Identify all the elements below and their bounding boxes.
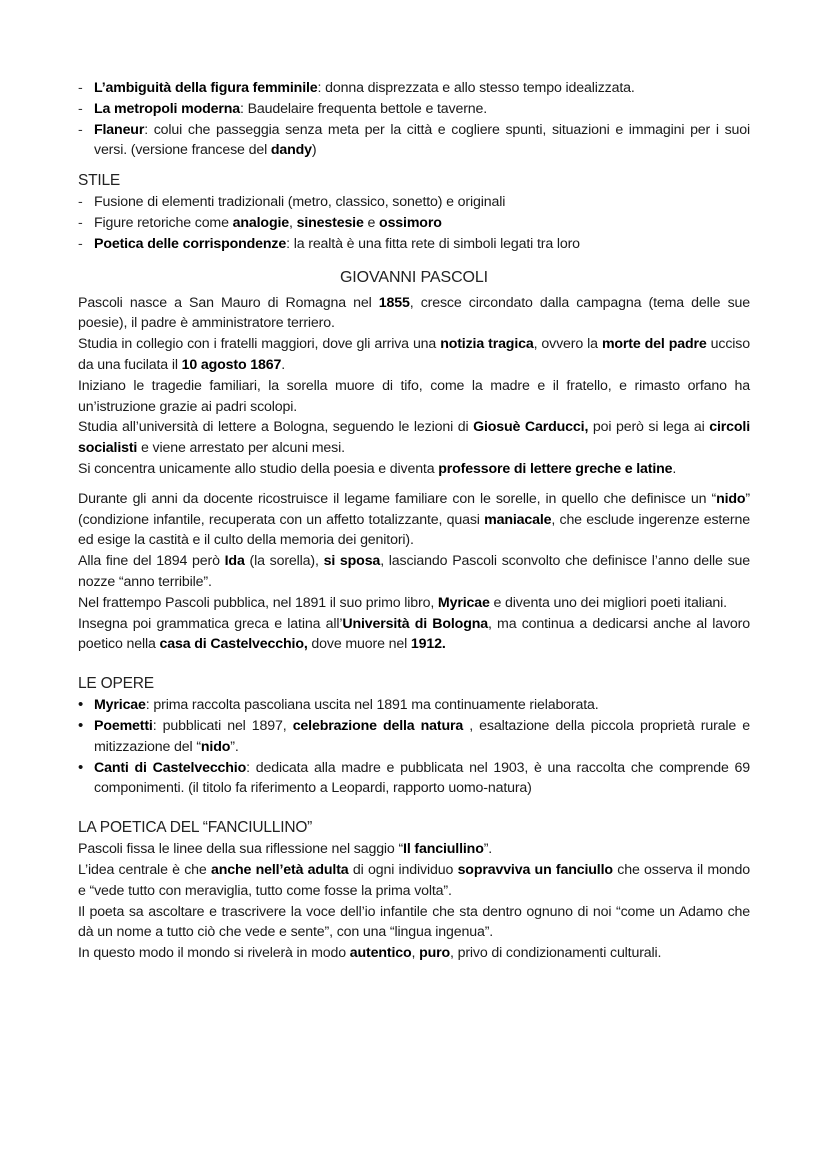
item-text: : la realtà è una fitta rete di simboli legati tra loro bbox=[286, 235, 580, 252]
list-item bbox=[78, 99, 750, 120]
document-page bbox=[78, 78, 750, 964]
list-item: • Canti di Castelvecchio: dedicata alla madre e pubblicata nel 1903, è una raccolta che comprende 69 componimenti. (il titolo fa riferimento a Leopardi, rapporto uomo-natura) bbox=[78, 758, 750, 800]
bold-term: L’ambiguità della figura femminile bbox=[94, 80, 318, 96]
item-text: ) bbox=[311, 142, 317, 159]
section-heading-fanciullino: LA POETICA DEL “FANCIULLINO” bbox=[78, 819, 313, 837]
paragraph: Iniziano le tragedie familiari, la sorella muore di tifo, come la madre e il fratello, e rimasto orfano ha un’istruzione grazie ai padri scolopi. bbox=[78, 377, 750, 415]
item-text: : Baudelaire frequenta bettole e taverne. bbox=[240, 100, 488, 117]
paragraph: Studia in collegio con i fratelli maggiori, dove gli arriva una notizia tragica, ovvero la morte del padre ucciso da una fucilata il 10 agosto 1867. bbox=[78, 336, 750, 373]
paragraph: Insegna poi grammatica greca e latina all’Università di Bologna, ma continua a dedicarsi anche al lavoro poetico nella casa di Castelvecchio, dove muore nel 1912. bbox=[78, 615, 750, 653]
paragraph: Pascoli nasce a San Mauro di Romagna nel 1855, cresce circondato dalla campagna (tema delle sue poesie), il padre è amministratore terriero. bbox=[78, 294, 750, 332]
biography-section bbox=[78, 293, 750, 656]
list-item: • Poemetti: pubblicati nel 1897, celebrazione della natura , esaltazione della piccola proprietà rurale e mitizzazione del “nido”. bbox=[78, 716, 750, 758]
item-text: : donna disprezzata e allo stesso tempo idealizzata. bbox=[317, 80, 635, 96]
paragraph: Durante gli anni da docente ricostruisce il legame familiare con le sorelle, in quello che definisce un “nido” (condizione infantile, recuperata con un affetto totalizzante, quasi maniacale, che esclude ingerenze esterne ed esige la castità e il culto della memoria dei genitori). bbox=[78, 490, 750, 549]
bold-term: analogie bbox=[232, 214, 289, 231]
paragraph: Si concentra unicamente allo studio della poesia e diventa professore di lettere greche e latine. bbox=[78, 460, 677, 477]
item-text: Figure retoriche come bbox=[94, 214, 233, 231]
bold-term: sinestesie bbox=[296, 214, 364, 231]
paragraph: Nel frattempo Pascoli pubblica, nel 1891 il suo primo libro, Myricae e diventa uno dei migliori poeti italiani. bbox=[78, 594, 727, 611]
item-text: Fusione di elementi tradizionali (metro, classico, sonetto) e originali bbox=[94, 194, 506, 211]
paragraph: In questo modo il mondo si rivelerà in modo autentico, puro, privo di condizionamenti culturali. bbox=[78, 945, 662, 962]
paragraph: Alla fine del 1894 però Ida (la sorella), si sposa, lasciando Pascoli sconvolto che definisce l’anno delle sue nozze “anno terribile”. bbox=[78, 553, 751, 590]
fanciullino-section bbox=[78, 839, 750, 964]
bold-term: ossimoro bbox=[379, 214, 442, 231]
list-item bbox=[78, 120, 750, 162]
list-item: • Myricae: prima raccolta pascoliana uscita nel 1891 ma continuamente rielaborata. bbox=[78, 695, 750, 716]
bold-term: La metropoli moderna bbox=[94, 100, 240, 117]
stile-list bbox=[78, 192, 750, 254]
paragraph: Pascoli fissa le linee della sua riflessione nel saggio “Il fanciullino”. bbox=[78, 841, 493, 858]
paragraph: Il poeta sa ascoltare e trascrivere la voce dell’io infantile che sta dentro ognuno di noi “come un Adamo che dà un nome a tutto ciò che vede e sente”, con una “lingua ingenua”. bbox=[78, 903, 750, 941]
bold-term: Flaneur bbox=[94, 121, 145, 138]
bold-term: Poetica delle corrispondenze bbox=[94, 235, 287, 252]
item-text: e bbox=[363, 214, 380, 231]
item-text: : colui che passeggia senza meta per la città e cogliere spunti, situazioni e immagini per i suoi versi. (versione francese del bbox=[94, 121, 750, 159]
list-item bbox=[78, 213, 750, 234]
page-title: GIOVANNI PASCOLI bbox=[339, 268, 489, 286]
item-text: , bbox=[289, 214, 297, 231]
paragraph: Studia all’università di lettere a Bologna, seguendo le lezioni di Giosuè Carducci, poi però si lega ai circoli socialisti e viene arrestato per alcuni mesi. bbox=[78, 419, 750, 457]
baudelaire-themes-list bbox=[78, 78, 750, 161]
list-item bbox=[78, 192, 750, 213]
section-heading-stile: STILE bbox=[78, 172, 121, 190]
section-heading-opere: LE OPERE bbox=[78, 675, 154, 693]
list-item bbox=[78, 234, 750, 255]
paragraph: L’idea centrale è che anche nell’età adulta di ogni individuo sopravviva un fanciullo che osserva il mondo e “vede tutto con meraviglia, tutto come fosse la prima volta”. bbox=[78, 861, 751, 899]
list-item bbox=[78, 78, 750, 99]
opere-list bbox=[78, 695, 750, 799]
bold-term: dandy bbox=[270, 142, 312, 159]
